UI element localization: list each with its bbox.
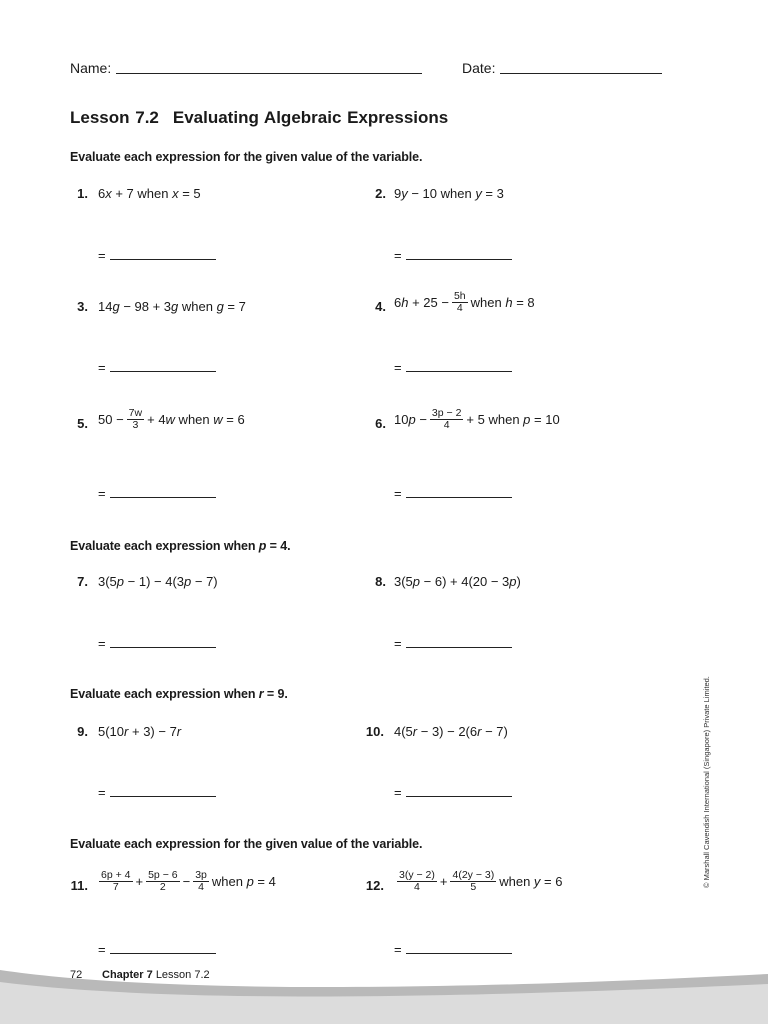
copyright-notice: © Marshall Cavendish International (Singapore) Private Limited.	[702, 676, 711, 888]
problem-number: 9.	[77, 724, 88, 739]
problem-8-expression: 3(5 p − 6) + 4(20 − 3 p )	[394, 574, 521, 589]
answer-blank-12[interactable]: =	[394, 942, 512, 957]
lesson-number: Lesson 7.2	[70, 108, 159, 127]
fraction: $\frac{5h}{4}$	[453, 290, 466, 314]
problem-number: 4.	[375, 299, 386, 314]
problem-number: 12.	[365, 878, 384, 893]
fraction: $\frac{7w}{3}$	[128, 407, 143, 431]
problem-number: 6.	[375, 416, 386, 431]
problem-11-expression: $\frac{6p + 4}{7}$ + $\frac{5p - 6}{2}$ − $\frac{3p}{4}$ when p = 4	[101, 869, 276, 893]
problem-number: 3.	[77, 299, 88, 314]
fraction: $\frac{3(y - 2)}{4}$	[399, 869, 435, 893]
answer-blank-3[interactable]: =	[98, 360, 216, 375]
date-line[interactable]	[500, 73, 662, 74]
answer-blank-1[interactable]: =	[98, 248, 216, 263]
instruction-2: Evaluate each expression when p = 4.	[70, 539, 291, 553]
problem-number: 8.	[375, 574, 386, 589]
name-label: Name:	[70, 60, 112, 76]
instruction-1: Evaluate each expression for the given value of the variable.	[70, 150, 423, 164]
problem-9-expression: 5(10 r + 3) − 7 r	[98, 724, 182, 739]
answer-blank-8[interactable]: =	[394, 636, 512, 651]
problem-1-expression: 6 x + 7 when x = 5	[98, 186, 201, 201]
problem-12-expression: $\frac{3(y - 2)}{4}$ + $\frac{4(2y - 3)}{5}$ when y = 6	[399, 869, 563, 893]
lesson-name: Evaluating Algebraic Expressions	[172, 108, 449, 127]
page-number: 72	[70, 969, 83, 981]
problem-10-expression: 4(5 r − 3) − 2(6 r − 7)	[394, 724, 508, 739]
problem-5-expression: 50 − $\frac{7w}{3}$ + 4 w when w = 6	[98, 407, 245, 431]
problem-number: 1.	[77, 186, 88, 201]
answer-blank-10[interactable]: =	[394, 785, 512, 800]
problem-3-expression: 14 g − 98 + 3 g when g = 7	[98, 299, 246, 314]
problem-7-expression: 3(5 p − 1) − 4(3 p − 7)	[98, 574, 218, 589]
answer-blank-6[interactable]: =	[394, 486, 512, 501]
answer-blank-9[interactable]: =	[98, 785, 216, 800]
problem-number: 5.	[77, 416, 88, 431]
name-line[interactable]	[116, 73, 422, 74]
answer-blank-2[interactable]: =	[394, 248, 512, 263]
date-label: Date:	[462, 60, 496, 76]
fraction: $\frac{6p + 4}{7}$	[101, 869, 131, 893]
footer-chapter: Chapter 7 Lesson 7.2	[102, 969, 210, 981]
problem-number: 7.	[77, 574, 88, 589]
problem-2-expression: 9 y − 10 when y = 3	[394, 186, 504, 201]
problem-number: 2.	[375, 186, 386, 201]
fraction: $\frac{3p}{4}$	[195, 869, 207, 893]
answer-blank-4[interactable]: =	[394, 360, 512, 375]
problem-6-expression: 10 p − $\frac{3p - 2}{4}$ + 5 when p = 10	[394, 407, 560, 431]
lesson-title	[70, 108, 448, 128]
answer-blank-7[interactable]: =	[98, 636, 216, 651]
problem-number: 11.	[70, 878, 88, 893]
instruction-4: Evaluate each expression for the given value of the variable.	[70, 837, 423, 851]
problem-4-expression: 6 h + 25 − $\frac{5h}{4}$ when h = 8	[394, 290, 535, 314]
answer-blank-5[interactable]: =	[98, 486, 216, 501]
problem-number: 10.	[365, 724, 384, 739]
fraction: $\frac{4(2y - 3)}{5}$	[452, 869, 495, 893]
instruction-3: Evaluate each expression when r = 9.	[70, 687, 288, 701]
fraction: $\frac{3p - 2}{4}$	[431, 407, 462, 431]
fraction: $\frac{5p - 6}{2}$	[148, 869, 178, 893]
answer-blank-11[interactable]: =	[98, 942, 216, 957]
